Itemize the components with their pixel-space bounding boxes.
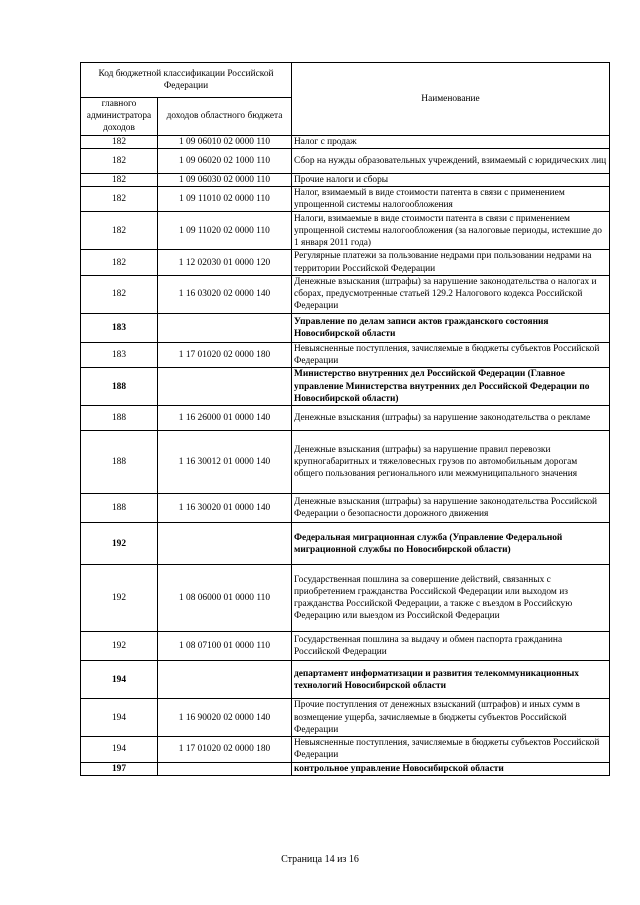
table-row xyxy=(81,135,610,148)
name-cell: Денежные взыскания (штрафы) за нарушение законодательства Российской Федерации о безопасности дорожного движения xyxy=(292,494,610,523)
name-cell: Регулярные платежи за пользование недрами при пользовании недрами на территории Российской Федерации xyxy=(292,250,610,275)
income-code-cell: 1 09 06030 02 0000 110 xyxy=(158,173,292,186)
table-row xyxy=(81,632,610,661)
income-code-cell: 1 17 01020 02 0000 180 xyxy=(158,342,292,367)
name-cell: Денежные взыскания (штрафы) за нарушение законодательства о налогах и сборах, предусмотренные статьей 129.2 Налогового кодекса Российской Федерации xyxy=(292,275,610,313)
income-code-cell xyxy=(158,661,292,699)
income-code-cell: 1 08 06000 01 0000 110 xyxy=(158,565,292,632)
name-cell: Федеральная миграционная служба (Управление Федеральной миграционной службы по Новосибирской области) xyxy=(292,523,610,565)
table-row xyxy=(81,494,610,523)
admin-code-cell: 183 xyxy=(81,313,158,342)
income-code-cell: 1 08 07100 01 0000 110 xyxy=(158,632,292,661)
table-row xyxy=(81,523,610,565)
admin-code-cell: 183 xyxy=(81,342,158,367)
income-code-cell: 1 09 11020 02 0000 110 xyxy=(158,212,292,250)
admin-code-cell: 182 xyxy=(81,148,158,173)
income-code-cell: 1 12 02030 01 0000 120 xyxy=(158,250,292,275)
admin-code-cell: 188 xyxy=(81,494,158,523)
admin-code-cell: 188 xyxy=(81,406,158,431)
table-row xyxy=(81,342,610,367)
table-row xyxy=(81,762,610,775)
admin-code-cell: 182 xyxy=(81,250,158,275)
name-cell: Государственная пошлина за совершение действий, связанных с приобретением гражданства Российской Федерации или выходом из гражданства Российской Федерации, а также с въездом в Российскую Федерацию или выездом из Российской Федерации xyxy=(292,565,610,632)
name-cell: Управление по делам записи актов гражданского состояния Новосибирской области xyxy=(292,313,610,342)
income-code-cell: 1 09 11010 02 0000 110 xyxy=(158,187,292,212)
table-row xyxy=(81,250,610,275)
income-code-cell: 1 16 03020 02 0000 140 xyxy=(158,275,292,313)
name-cell: контрольное управление Новосибирской области xyxy=(292,762,610,775)
admin-code-cell: 192 xyxy=(81,632,158,661)
admin-code-cell: 188 xyxy=(81,431,158,494)
income-code-cell: 1 16 30020 01 0000 140 xyxy=(158,494,292,523)
admin-code-cell: 182 xyxy=(81,135,158,148)
income-code-cell xyxy=(158,523,292,565)
income-code-cell xyxy=(158,313,292,342)
income-code-cell: 1 16 90020 02 0000 140 xyxy=(158,699,292,737)
admin-code-cell: 194 xyxy=(81,737,158,762)
income-code-cell: 1 09 06020 02 1000 110 xyxy=(158,148,292,173)
admin-code-cell: 192 xyxy=(81,523,158,565)
table-row xyxy=(81,431,610,494)
table-row xyxy=(81,187,610,212)
income-code-cell xyxy=(158,762,292,775)
income-code-cell: 1 16 30012 01 0000 140 xyxy=(158,431,292,494)
header-income: доходов областного бюджета xyxy=(158,98,292,136)
income-code-cell: 1 17 01020 02 0000 180 xyxy=(158,737,292,762)
admin-code-cell: 197 xyxy=(81,762,158,775)
name-cell: департамент информатизации и развития телекоммуникационных технологий Новосибирской области xyxy=(292,661,610,699)
name-cell: Невыясненные поступления, зачисляемые в бюджеты субъектов Российской Федерации xyxy=(292,737,610,762)
header-code-group: Код бюджетной классификации Российской Федерации xyxy=(81,63,292,98)
name-cell: Налог, взимаемый в виде стоимости патента в связи с применением упрощенной системы налогообложения xyxy=(292,187,610,212)
header-name: Наименование xyxy=(292,63,610,136)
table-row xyxy=(81,212,610,250)
table-header-row xyxy=(81,63,610,98)
name-cell: Сбор на нужды образовательных учреждений, взимаемый с юридических лиц xyxy=(292,148,610,173)
name-cell: Государственная пошлина за выдачу и обмен паспорта гражданина Российской Федерации xyxy=(292,632,610,661)
admin-code-cell: 194 xyxy=(81,661,158,699)
admin-code-cell: 182 xyxy=(81,275,158,313)
admin-code-cell: 188 xyxy=(81,368,158,406)
table-row xyxy=(81,699,610,737)
name-cell: Денежные взыскания (штрафы) за нарушение законодательства о рекламе xyxy=(292,406,610,431)
header-admin: главного администратора доходов xyxy=(81,98,158,136)
name-cell: Денежные взыскания (штрафы) за нарушение правил перевозки крупногабаритных и тяжеловесных грузов по автомобильным дорогам общего пользования регионального или межмуниципального значения xyxy=(292,431,610,494)
table-row xyxy=(81,406,610,431)
budget-classification-table xyxy=(80,62,610,776)
admin-code-cell: 192 xyxy=(81,565,158,632)
admin-code-cell: 182 xyxy=(81,173,158,186)
name-cell: Прочие налоги и сборы xyxy=(292,173,610,186)
admin-code-cell: 182 xyxy=(81,212,158,250)
admin-code-cell: 182 xyxy=(81,187,158,212)
page-number: Страница 14 из 16 xyxy=(281,854,359,865)
table-row xyxy=(81,737,610,762)
name-cell: Прочие поступления от денежных взысканий (штрафов) и иных сумм в возмещение ущерба, зачисляемые в бюджеты субъектов Российской Федерации xyxy=(292,699,610,737)
income-code-cell: 1 09 06010 02 0000 110 xyxy=(158,135,292,148)
table-row xyxy=(81,565,610,632)
name-cell: Невыясненные поступления, зачисляемые в бюджеты субъектов Российской Федерации xyxy=(292,342,610,367)
table-row xyxy=(81,313,610,342)
table-row xyxy=(81,368,610,406)
income-code-cell xyxy=(158,368,292,406)
name-cell: Налог с продаж xyxy=(292,135,610,148)
table-row xyxy=(81,661,610,699)
table-row xyxy=(81,148,610,173)
name-cell: Министерство внутренних дел Российской Федерации (Главное управление Министерства внутренних дел Российской Федерации по Новосибирской области) xyxy=(292,368,610,406)
name-cell: Налоги, взимаемые в виде стоимости патента в связи с применением упрощенной системы налогообложения (за налоговые периоды, истекшие до 1 января 2011 года) xyxy=(292,212,610,250)
table-body xyxy=(81,135,610,775)
admin-code-cell: 194 xyxy=(81,699,158,737)
income-code-cell: 1 16 26000 01 0000 140 xyxy=(158,406,292,431)
table-row xyxy=(81,275,610,313)
table-row xyxy=(81,173,610,186)
